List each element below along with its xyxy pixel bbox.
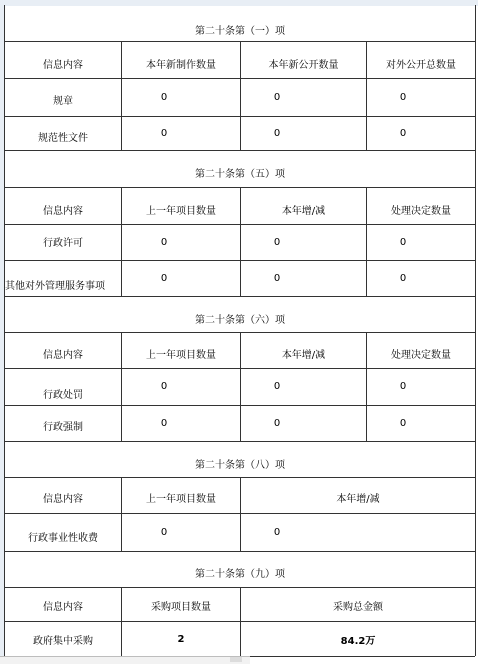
header-cell: 本年增/减 <box>336 493 380 505</box>
row-label: 行政事业性收费 <box>28 532 98 544</box>
table-cell: 0 <box>399 417 407 429</box>
header-cell: 本年新公开数量 <box>268 59 339 71</box>
table-cell: 0 <box>399 236 407 248</box>
table-cell: 84.2万 <box>340 635 376 647</box>
header-cell: 信息内容 <box>43 493 83 505</box>
table-cell: 0 <box>160 380 168 392</box>
table-cell: 0 <box>399 380 407 392</box>
section-title: 第二十条第（六）项 <box>195 314 285 326</box>
row-label: 行政强制 <box>43 421 83 433</box>
section-title: 第二十条第（八）项 <box>195 459 285 471</box>
header-cell: 对外公开总数量 <box>386 59 456 71</box>
header-cell: 本年增/减 <box>281 349 326 361</box>
header-cell: 本年增/减 <box>281 205 326 217</box>
table-cell: 2 <box>177 633 185 645</box>
section-title: 第二十条第（五）项 <box>195 168 285 180</box>
table-cell: 0 <box>160 526 168 538</box>
column-header-strip <box>0 0 478 6</box>
row-label: 规章 <box>53 95 73 107</box>
header-cell: 本年新制作数量 <box>146 59 216 71</box>
header-cell: 上一年项目数量 <box>146 205 216 217</box>
section-title: 第二十条第（一）项 <box>195 25 285 37</box>
table-cell: 0 <box>399 272 407 284</box>
table-cell: 0 <box>273 380 281 392</box>
row-label: 行政处罚 <box>43 389 83 401</box>
header-cell: 采购项目数量 <box>151 601 211 613</box>
scroll-handle[interactable] <box>230 657 242 662</box>
header-cell: 处理决定数量 <box>391 349 451 361</box>
table-cell: 0 <box>160 272 168 284</box>
table-cell: 0 <box>273 272 281 284</box>
table-cell: 0 <box>273 91 281 103</box>
table-cell: 0 <box>399 127 407 139</box>
row-label: 其他对外管理服务事项 <box>5 280 105 292</box>
row-label: 政府集中采购 <box>33 635 93 647</box>
table-cell: 0 <box>273 236 281 248</box>
table-cell: 0 <box>160 91 168 103</box>
table-cell: 0 <box>160 127 168 139</box>
header-cell: 上一年项目数量 <box>146 349 216 361</box>
table-cell: 0 <box>399 91 407 103</box>
table-cell: 0 <box>160 417 168 429</box>
header-cell: 上一年项目数量 <box>146 493 216 505</box>
section-title: 第二十条第（九）项 <box>195 568 285 580</box>
header-cell: 信息内容 <box>43 349 83 361</box>
table-cell: 0 <box>160 236 168 248</box>
header-cell: 信息内容 <box>43 601 83 613</box>
row-label: 规范性文件 <box>38 132 88 144</box>
table-cell: 0 <box>273 127 281 139</box>
table-cell: 0 <box>273 526 281 538</box>
table-cell: 0 <box>273 417 281 429</box>
header-cell: 处理决定数量 <box>391 205 451 217</box>
row-label: 行政许可 <box>43 237 83 249</box>
header-cell: 信息内容 <box>43 59 83 71</box>
header-cell: 信息内容 <box>43 205 83 217</box>
header-cell: 采购总金额 <box>333 601 383 613</box>
